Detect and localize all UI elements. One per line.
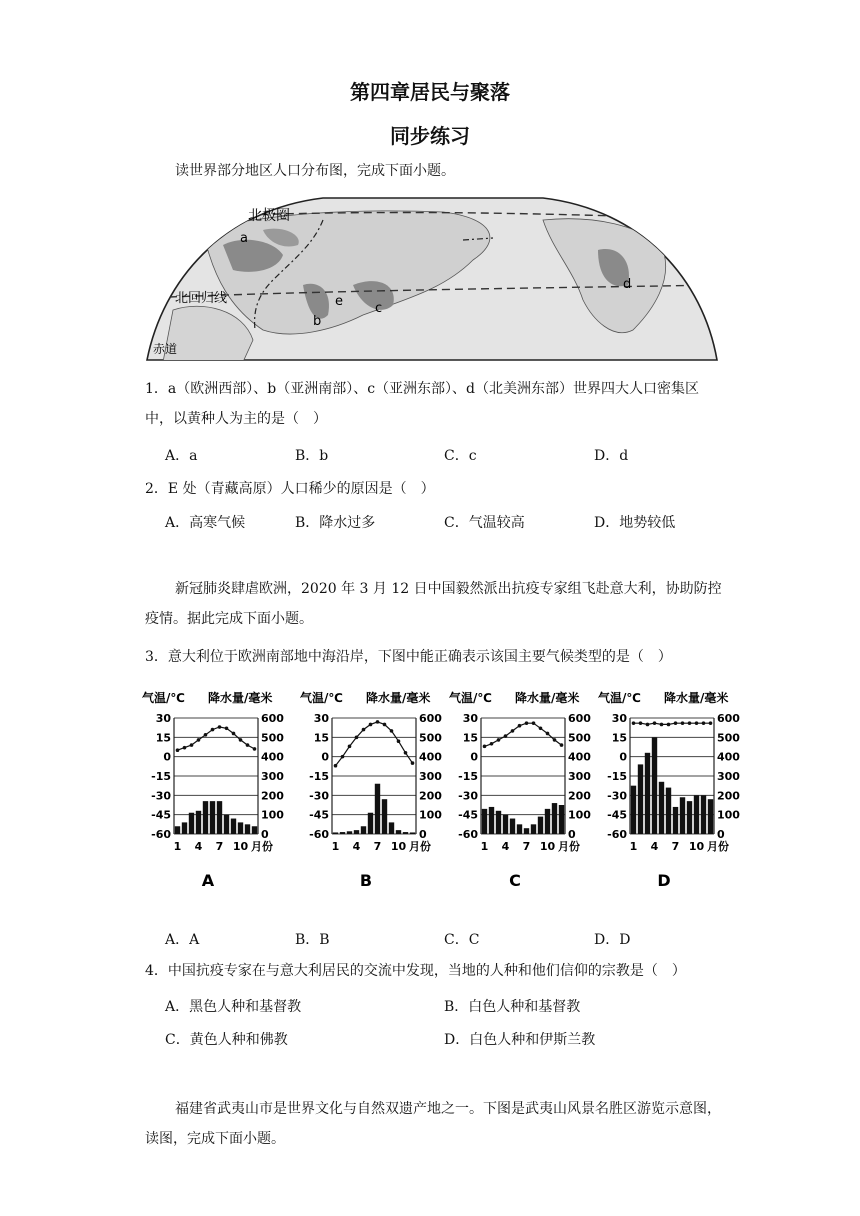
temp-tick-label: 30 — [313, 712, 329, 725]
precip-bar — [245, 824, 250, 834]
precip-tick-label: 300 — [419, 770, 442, 783]
temperature-point — [695, 721, 699, 725]
label-e: e — [335, 294, 343, 309]
precip-bar — [361, 826, 366, 834]
temperature-line — [485, 723, 562, 746]
temperature-point — [225, 727, 229, 731]
temperature-point — [369, 723, 373, 727]
arctic-circle-label: 北极圈 — [248, 208, 290, 224]
temperature-point — [709, 721, 713, 725]
precip-bar — [659, 782, 664, 834]
precip-bar — [196, 811, 201, 834]
temp-tick-label: -15 — [151, 770, 171, 783]
temperature-point — [376, 720, 380, 724]
temp-tick-label: -30 — [458, 789, 478, 803]
temperature-point — [511, 729, 515, 733]
temp-tick-label: 15 — [155, 731, 171, 745]
population-map — [143, 190, 721, 362]
precip-tick-label: 500 — [717, 731, 740, 745]
temp-tick-label: 0 — [470, 750, 478, 764]
precip-bar — [545, 809, 550, 834]
page-title: 第四章居民与聚落 — [350, 80, 510, 104]
temperature-point — [411, 761, 415, 765]
precip-axis-label: 降水量/毫米 — [366, 691, 431, 705]
equator-label: 赤道 — [153, 342, 178, 356]
q4-option-a[interactable]: A．黑色人种和基督教 — [165, 999, 302, 1015]
month-tick-label: 4 — [501, 840, 510, 853]
climate-chart-c — [447, 684, 597, 894]
temp-tick-label: 15 — [313, 731, 329, 745]
temp-tick-label: -15 — [458, 770, 478, 783]
precip-tick-label: 400 — [419, 750, 442, 764]
temperature-point — [483, 745, 487, 749]
temperature-point — [183, 746, 187, 750]
precip-tick-label: 0 — [419, 828, 427, 841]
precip-bar — [375, 784, 380, 834]
precip-bar — [517, 824, 522, 834]
temperature-point — [176, 748, 180, 752]
precip-bar — [396, 830, 401, 834]
precip-tick-label: 200 — [261, 789, 284, 803]
precip-tick-label: 200 — [568, 789, 591, 803]
temperature-point — [632, 721, 636, 725]
precip-bar — [203, 801, 208, 834]
temp-tick-label: 15 — [462, 731, 478, 745]
precip-bar — [552, 803, 557, 834]
precip-bar — [496, 811, 501, 834]
temp-tick-label: 0 — [163, 750, 171, 764]
chart-letter: B — [359, 871, 373, 890]
temperature-point — [355, 736, 359, 740]
precip-tick-label: 300 — [717, 770, 740, 783]
month-tick-label: 1 — [173, 840, 182, 853]
precip-tick-label: 500 — [568, 731, 591, 745]
temperature-point — [383, 723, 387, 727]
precip-bar — [333, 832, 338, 834]
temperature-point — [404, 751, 408, 755]
temperature-point — [546, 732, 550, 736]
temperature-point — [246, 743, 250, 747]
precip-bar — [524, 828, 529, 834]
temperature-point — [362, 728, 366, 732]
temp-tick-label: 30 — [462, 712, 478, 725]
temperature-point — [539, 727, 543, 731]
q1-option-c[interactable]: C．c — [444, 448, 477, 464]
temp-tick-label: -45 — [309, 808, 329, 822]
question-3: 3．意大利位于欧洲南部地中海沿岸，下图中能正确表示该国主要气候类型的是（ ） — [145, 649, 672, 665]
climate-chart-b — [298, 684, 448, 894]
temperature-point — [197, 738, 201, 742]
precip-tick-label: 600 — [419, 712, 442, 725]
precip-bar — [673, 807, 678, 834]
temperature-point — [674, 721, 678, 725]
month-axis-label: 月份 — [251, 840, 273, 853]
precip-bar — [347, 831, 352, 834]
q1-option-b[interactable]: B．b — [295, 448, 329, 464]
temperature-line — [634, 723, 711, 724]
temperature-point — [688, 721, 692, 725]
temp-tick-label: 15 — [611, 731, 627, 745]
temp-tick-label: -30 — [607, 789, 627, 803]
q2-option-a[interactable]: A．高寒气候 — [165, 515, 246, 531]
question-1: 1．a（欧洲西部）、b（亚洲南部）、c（亚洲东部）、d（北美洲东部）世界四大人口密集区中，以黄种人为主的是（ ） — [145, 381, 700, 427]
month-tick-label: 4 — [650, 840, 659, 853]
precip-tick-label: 600 — [261, 712, 284, 725]
question-2: 2．E 处（青藏高原）人口稀少的原因是（ ） — [145, 481, 435, 497]
q2-option-c[interactable]: C．气温较高 — [444, 515, 525, 531]
precip-bar — [638, 764, 643, 834]
temperature-point — [646, 723, 650, 727]
month-tick-label: 1 — [629, 840, 638, 853]
temperature-point — [518, 724, 522, 728]
temperature-point — [525, 721, 529, 725]
precip-bar — [631, 786, 636, 834]
temperature-point — [397, 739, 401, 743]
precip-tick-label: 600 — [717, 712, 740, 725]
precip-tick-label: 300 — [568, 770, 591, 783]
chart-letter: A — [201, 871, 215, 890]
precip-bar — [389, 822, 394, 834]
intro-paragraph-3: 福建省武夷山市是世界文化与自然双遗产地之一。下图是武夷山风景名胜区游览示意图，读图，完成下面小题。 — [145, 1101, 721, 1147]
temperature-point — [702, 721, 706, 725]
month-tick-label: 4 — [194, 840, 203, 853]
temperature-point — [204, 733, 208, 737]
temp-axis-label: 气温/℃ — [598, 691, 641, 705]
q3-option-d[interactable]: D．D — [594, 932, 631, 948]
temp-tick-label: 30 — [155, 712, 171, 725]
precip-bar — [510, 819, 515, 834]
precip-bar — [645, 753, 650, 834]
month-tick-label: 1 — [480, 840, 489, 853]
precip-bar — [189, 813, 194, 834]
temperature-point — [532, 721, 536, 725]
precip-bar — [231, 819, 236, 834]
temp-tick-label: -45 — [151, 808, 171, 822]
precip-bar — [410, 832, 415, 834]
precip-bar — [482, 809, 487, 834]
tropic-label: 北回归线 — [175, 291, 228, 306]
temp-tick-label: -60 — [607, 828, 627, 841]
label-a: a — [240, 231, 248, 246]
q1-option-d[interactable]: D．d — [594, 448, 629, 464]
label-b: b — [313, 314, 322, 329]
temperature-point — [239, 738, 243, 742]
month-tick-label: 10 — [539, 840, 556, 853]
page-subtitle: 同步练习 — [390, 124, 470, 148]
temperature-point — [639, 721, 643, 725]
temp-axis-label: 气温/℃ — [142, 691, 185, 705]
temperature-point — [553, 738, 557, 742]
q4-option-b[interactable]: B．白色人种和基督教 — [444, 999, 581, 1015]
precip-bar — [694, 795, 699, 834]
precip-tick-label: 300 — [261, 770, 284, 783]
precip-tick-label: 400 — [568, 750, 591, 764]
temp-tick-label: -45 — [458, 808, 478, 822]
temp-tick-label: 0 — [321, 750, 329, 764]
month-axis-label: 月份 — [409, 840, 431, 853]
temperature-point — [253, 747, 257, 751]
precip-tick-label: 0 — [568, 828, 576, 841]
precip-bar — [340, 832, 345, 834]
temperature-point — [334, 764, 338, 768]
precip-bar — [687, 801, 692, 834]
precip-tick-label: 100 — [419, 808, 442, 822]
q3-option-c[interactable]: C．C — [444, 932, 480, 948]
precip-tick-label: 500 — [261, 731, 284, 745]
temp-tick-label: -30 — [151, 789, 171, 803]
temperature-point — [660, 723, 664, 727]
precip-tick-label: 400 — [261, 750, 284, 764]
temperature-line — [178, 727, 255, 750]
precip-bar — [652, 737, 657, 834]
precip-bar — [489, 807, 494, 834]
q3-option-b[interactable]: B．B — [295, 932, 330, 948]
precip-tick-label: 500 — [419, 731, 442, 745]
temp-axis-label: 气温/℃ — [300, 691, 343, 705]
precip-bar — [403, 832, 408, 834]
intro-paragraph-2: 新冠肺炎肆虐欧洲，2020 年 3 月 12 日中国毅然派出抗疫专家组飞赴意大利，协助防控疫情。据此完成下面小题。 — [145, 581, 722, 627]
temperature-point — [667, 723, 671, 727]
temp-tick-label: 0 — [619, 750, 627, 764]
temperature-point — [490, 742, 494, 746]
precip-tick-label: 200 — [717, 789, 740, 803]
temp-tick-label: -60 — [309, 828, 329, 841]
month-tick-label: 10 — [232, 840, 249, 853]
temp-axis-label: 气温/℃ — [449, 691, 492, 705]
q2-option-d[interactable]: D．地势较低 — [594, 515, 676, 531]
precip-tick-label: 100 — [568, 808, 591, 822]
precip-bar — [538, 817, 543, 834]
precip-tick-label: 0 — [261, 828, 269, 841]
temperature-point — [560, 743, 564, 747]
label-d: d — [623, 277, 632, 292]
chart-letter: D — [657, 871, 671, 890]
chart-letter: C — [509, 871, 521, 890]
precip-bar — [182, 822, 187, 834]
question-4: 4．中国抗疫专家在与意大利居民的交流中发现，当地的人种和他们信仰的宗教是（ ） — [145, 963, 686, 979]
q3-option-a[interactable]: A．A — [165, 932, 200, 948]
climate-chart-a — [140, 684, 290, 894]
temp-tick-label: -15 — [309, 770, 329, 783]
q2-option-b[interactable]: B．降水过多 — [295, 515, 376, 531]
precip-bar — [559, 805, 564, 834]
temp-tick-label: -15 — [607, 770, 627, 783]
precip-bar — [217, 801, 222, 834]
month-axis-label: 月份 — [707, 840, 729, 853]
precip-axis-label: 降水量/毫米 — [208, 691, 273, 705]
precip-bar — [224, 815, 229, 834]
temp-tick-label: -60 — [458, 828, 478, 841]
temperature-point — [190, 743, 194, 747]
temp-tick-label: 30 — [611, 712, 627, 725]
q1-option-a[interactable]: A．a — [165, 448, 198, 464]
month-tick-label: 1 — [331, 840, 340, 853]
temperature-point — [504, 734, 508, 738]
temperature-point — [218, 725, 222, 729]
temperature-point — [653, 721, 657, 725]
precip-tick-label: 0 — [717, 828, 725, 841]
month-tick-label: 7 — [215, 840, 224, 853]
precip-bar — [680, 797, 685, 834]
temperature-point — [232, 732, 236, 736]
label-c: c — [375, 301, 383, 316]
q4-option-d[interactable]: D．白色人种和伊斯兰教 — [444, 1032, 596, 1048]
precip-tick-label: 100 — [717, 808, 740, 822]
month-tick-label: 4 — [352, 840, 361, 853]
precip-bar — [666, 788, 671, 834]
q4-option-c[interactable]: C．黄色人种和佛教 — [165, 1032, 288, 1048]
precip-bar — [503, 815, 508, 834]
precip-tick-label: 400 — [717, 750, 740, 764]
precip-tick-label: 600 — [568, 712, 591, 725]
temperature-point — [681, 721, 685, 725]
precip-bar — [238, 822, 243, 834]
temperature-point — [390, 729, 394, 733]
precip-bar — [368, 813, 373, 834]
temp-tick-label: -60 — [151, 828, 171, 841]
climate-chart-d — [596, 684, 746, 894]
month-axis-label: 月份 — [558, 840, 580, 853]
precip-bar — [210, 801, 215, 834]
temperature-point — [211, 728, 215, 732]
month-tick-label: 10 — [688, 840, 705, 853]
temp-tick-label: -45 — [607, 808, 627, 822]
precip-bar — [531, 824, 536, 834]
month-tick-label: 10 — [390, 840, 407, 853]
temp-tick-label: -30 — [309, 789, 329, 803]
precip-axis-label: 降水量/毫米 — [664, 691, 729, 705]
precip-bar — [708, 799, 713, 834]
temperature-point — [348, 745, 352, 749]
precip-tick-label: 100 — [261, 808, 284, 822]
precip-bar — [701, 795, 706, 834]
month-tick-label: 7 — [671, 840, 680, 853]
precip-bar — [175, 826, 180, 834]
temperature-point — [497, 738, 501, 742]
month-tick-label: 7 — [373, 840, 382, 853]
temperature-line — [336, 722, 413, 766]
precip-bar — [354, 830, 359, 834]
temperature-point — [341, 755, 345, 759]
precip-tick-label: 200 — [419, 789, 442, 803]
precip-bar — [382, 799, 387, 834]
precip-bar — [252, 826, 257, 834]
intro-paragraph-1: 读世界部分地区人口分布图，完成下面小题。 — [175, 163, 455, 179]
precip-axis-label: 降水量/毫米 — [515, 691, 580, 705]
month-tick-label: 7 — [522, 840, 531, 853]
